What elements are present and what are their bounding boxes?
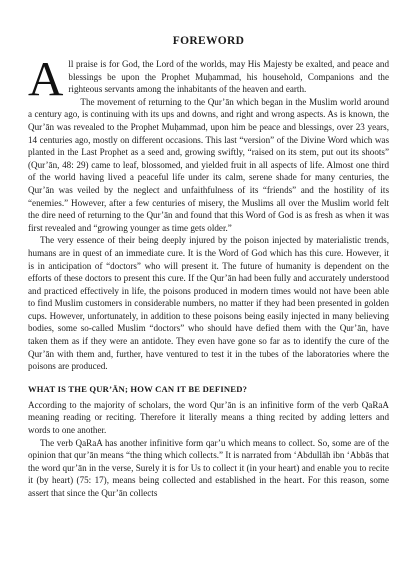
section-spacer [28,373,389,383]
intro-paragraph-text: ll praise is for God, the Lord of the worlds, may His Majesty be exalted, and peace and blessings be upon the Prophet Muḥammad, his household, Companions and the righteous servants among the inhabitants of the heaven and earth. [68,59,389,95]
drop-cap: A [28,51,64,106]
section-paragraph: According to the majority of scholars, the word Qur’ān is an infinitive form of the verb QaRaA meaning reading or reciting. Therefore it literally means a thing recited by adding letters and words to one another. [28,399,389,436]
body-paragraph: The very essence of their being deeply injured by the poison injected by materialistic trends, humans are in quest of an immediate cure. It is the Word of God which has this cure. However, it is in anticipation of “doctors” who will present it. The future of humanity is dependent on the efforts of these doctors to present this cure. If the Qur’ān had been fully and accurately understood and practiced effectively in life, the poisons produced in modern times would not have been able to find Muslim customers in considerable numbers, no matter if they had been presented in golden cups. However, unfortunately, in addition to these poisons being easily injected in many believing bodies, some so-called Muslim “doctors” who should have defied them with the Qur’ān, have taken them as if they were an antidote. They even have gone so far as to identify the cure of the Qur’ān with them and, further, have ventured to test it in the tubes of the laboratories where the poisons are produced. [28,235,389,372]
page-title: FOREWORD [172,35,245,47]
body-paragraph: The movement of returning to the Qur’ān which began in the Muslim world around a century ago, is continuing with its ups and downs, and right and wrong aspects. As is known, the Qur’ān was revealed to the Prophet Muḥammad, upon him be peace and blessings, over 23 years, 14 centuries ago, mostly on different occasions. This last “version” of the Divine Word which was planted in the Last Prophet as a seed and, growing swiftly, “raised on its stem, put out its shoots” (Qur’ān, 48: 29) came to leaf, blossomed, and yielded fruit in all aspects of life. Almost one third of the world having lived a peaceful life under its calm, serene shade for many centuries, the Qur’ān was veiled by the neglect and unfaithfulness of its “friends” and the hostility of its “enemies.” However, after a few centuries of misery, the Muslims all over the Muslim world felt the dire need of returning to the Qur’ān and found that this Word of God is as fresh as when it was first revealed and “growing younger as time gets older.” [28,96,389,233]
document-page [28,34,389,500]
section-paragraph: The verb QaRaA has another infinitive form qar’u which means to collect. So, some are of the opinion that qur’ān means “the thing which collects.” It is narrated from ‘Abdullāh ibn ‘Abbās that the word qur’ān in the verse, Surely it is for Us to collect it (in your heart) and enable you to recite it (by heart) (75: 17), means being collected and established in the heart. For this reason, some assert that since the Qur’ān collects [28,437,389,498]
section-heading: WHAT IS THE QUR’ĀN; HOW CAN IT BE DEFINED? [28,383,248,394]
intro-paragraph [28,51,389,106]
